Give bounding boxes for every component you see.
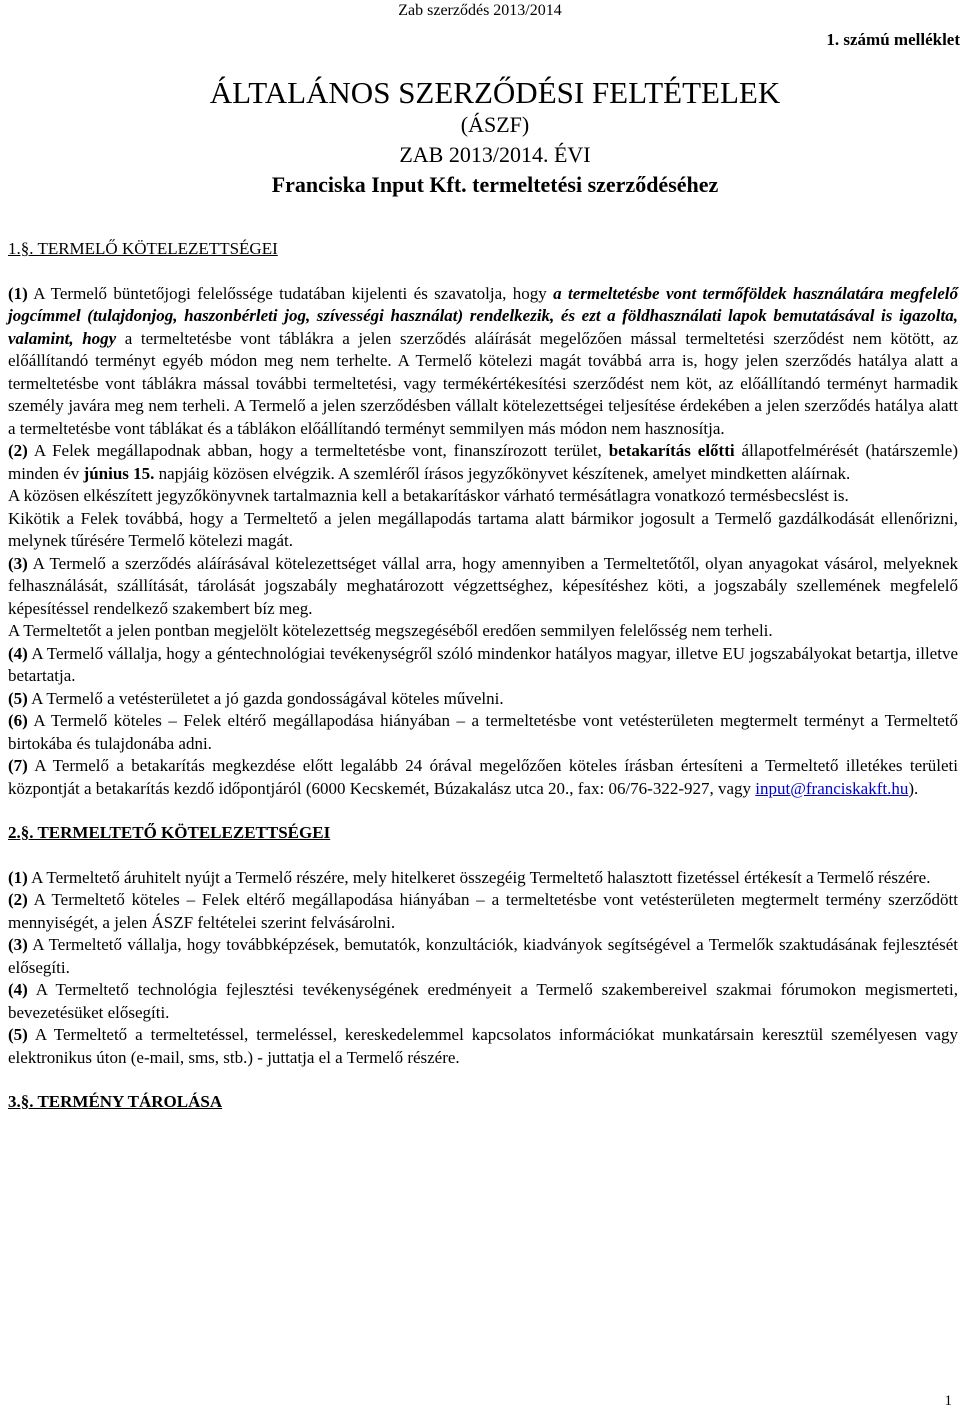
section-1-paragraph-1 [8,283,958,441]
annex-label: 1. számú melléklet [826,30,960,49]
email-link[interactable]: input@franciskakft.hu [755,778,909,798]
para-number: (4) [8,980,28,999]
section-2-paragraph-5 [8,1024,958,1069]
section-1-paragraph-6 [8,710,958,755]
section-2-heading [8,822,958,845]
para-number: (5) [8,688,28,708]
para-number: (5) [8,1025,28,1044]
section-1-paragraph-7 [8,755,958,800]
para-number: (7) [8,756,28,775]
section-1-paragraph-5 [8,688,958,711]
section-3-number: 3.§. [8,1092,34,1111]
para-number: (3) [8,553,28,573]
page-number: 1 [944,1393,952,1409]
para-emphasis: a termeltetésbe vont termőföldek használatára megfelelő jogcímmel (tulajdonjog, haszonbérleti jog, szívességi használat) rendelkezik, és ezt a földhasználati lapok bemutatásával is igazolta, valamint, hogy [8,283,958,348]
para-number: (2) [8,890,28,909]
para-number: (2) [8,441,28,460]
section-2-number: 2.§. [8,823,34,842]
para-text: A Termelő a betakarítás megkezdése előtt legalább 24 órával megelőzően köteles írásban értesíteni a Termeltető illetékes területi központját a betakarítás kezdő időpontjáról (6000 Kecskemét, Búzakalász utca 20., fax: 06/76-322-927, vagy [8,756,958,798]
title-line-3: ZAB 2013/2014. ÉVI [399,142,591,167]
section-2-paragraph-1 [8,867,958,890]
para-number: (6) [8,711,28,730]
para-text: A Felek megállapodnak abban, hogy a termeltetésbe vont, finanszírozott terület, [27,441,609,460]
para-text: A Termeltető köteles – Felek eltérő megállapodása hiányában – a termeltetésbe vont vetésterületen megtermelt termény szerződött mennyiségét, a jelen ÁSZF feltételei szerint felvásárolni. [8,890,958,932]
para-text: A Termelő vállalja, hogy a géntechnológiai tevékenységről szóló mindenkor hatályos magyar, illetve EU jogszabályokat betartja, illetve betartatja. [8,643,958,685]
para-number: (3) [8,935,28,954]
document-title [0,76,960,200]
section-2-title: TERMELTETŐ KÖTELEZETTSÉGEI [33,823,331,842]
para-text: ). [908,778,919,798]
para-text: A Termeltető vállalja, hogy továbbképzések, bemutatók, konzultációk, kiadványok segítségével a Termelők szaktudásának fejlesztését elősegíti. [8,935,958,977]
title-line-1: ÁLTALÁNOS SZERZŐDÉSI FELTÉTELEK [209,75,781,110]
para-text: napjáig közösen elvégzik. A szemléről írásos jegyzőkönyvet készítenek, amelyet mindketten aláírnak. [154,463,851,483]
title-line-2: (ÁSZF) [460,112,530,137]
section-1-heading [8,238,958,261]
para-text: A Termeltető a termeltetéssel, termeléssel, kereskedelemmel kapcsolatos információkat munkatársain keresztül személyesen vagy elektronikus úton (e-mail, sms, stb.) - juttatja el a Termelő részére. [8,1025,958,1067]
title-line-4: Franciska Input Kft. termeltetési szerződéséhez [271,172,719,197]
para-text: A Termelő büntetőjogi felelőssége tudatában kijelenti és szavatolja, hogy [27,283,554,303]
section-3-heading [8,1091,958,1114]
section-1-paragraph-2-extra-1: A közösen elkészített jegyzőkönyvnek tartalmaznia kell a betakarításkor várható termésátlagra vonatkozó termésbecslést is. [8,486,849,505]
section-1-title: TERMELŐ KÖTELEZETTSÉGEI [33,239,278,258]
section-1-paragraph-3 [8,553,958,621]
section-3-title: TERMÉNY TÁROLÁSA [33,1092,223,1111]
para-bold: betakarítás előtti [608,441,735,460]
document-body [8,238,958,1114]
section-1-paragraph-2-extra-2: Kikötik a Felek továbbá, hogy a Termeltető a jelen megállapodás tartama alatt bármikor jogosult a Termelő gazdálkodását ellenőrizni, melynek tűrésére Termelő kötelezi magát. [8,508,958,550]
section-1-paragraph-3-extra: A Termeltetőt a jelen pontban megjelölt kötelezettség megszegéséből eredően semmilyen felelősség nem terheli. [8,621,773,640]
para-number: (1) [8,283,28,303]
section-2-paragraph-3 [8,934,958,979]
para-text: A Termeltető áruhitelt nyújt a Termelő részére, mely hitelkeret összegéig Termeltető halasztott fizetéssel értékesít a Termelő részére. [27,867,931,887]
section-2-paragraph-4 [8,979,958,1024]
para-bold: június 15. [83,463,155,483]
para-number: (4) [8,643,28,663]
para-text: A Termelő a szerződés aláírásával kötelezettséget vállal arra, hogy amennyiben a Termeltetőtől, olyan anyagokat vásárol, melyeknek felhasználását, szállítását, tárolását jogszabály meghatározott végzettséghez, képesítéshez köti, a jogszabály szellemének megfelelő képesítéssel rendelkező szakembert bíz meg. [8,553,958,618]
para-text: a termeltetésbe vont táblákra a jelen szerződés aláírását megelőzően mással termeltetési szerződést nem kötött, az előállítandó terményt egyéb módon meg nem terhelte. A Termelő kötelezi magát továbbá arra is, hogy jelen szerződés hatálya alatt a termeltetésbe vont táblákra mással további termeltetési, vagy termékértékesítési szerződést nem köt, az előállítandó terményt harmadik személy javára meg nem terheli. A Termelő a jelen szerződésben vállalt kötelezettségei teljesítése érdekében a jelen szerződés hatálya alatt a termeltetésbe vont táblákat és a táblákon előállítandó terményt semmilyen más módon nem hasznosítja. [8,328,958,438]
para-text: állapotfelmérését (határszemle) minden év [8,441,958,483]
para-text: A Termelő a vetésterületet a jó gazda gondosságával köteles művelni. [27,688,504,708]
section-2-paragraph-2 [8,889,958,934]
para-text: A Termelő köteles – Felek eltérő megállapodása hiányában – a termeltetésbe vont vetésterületen megtermelt terményt a Termeltető birtokába és tulajdonába adni. [8,711,958,753]
section-1-paragraph-4 [8,643,958,688]
section-1-paragraph-2 [8,440,958,485]
para-text: A Termeltető technológia fejlesztési tevékenységének eredményeit a Termelő szakembereivel szakmai fórumokon megismerteti, bevezetésüket elősegíti. [8,980,958,1022]
running-header: Zab szerződés 2013/2014 [398,2,562,19]
para-number: (1) [8,867,28,887]
section-1-number: 1.§. [8,239,34,258]
